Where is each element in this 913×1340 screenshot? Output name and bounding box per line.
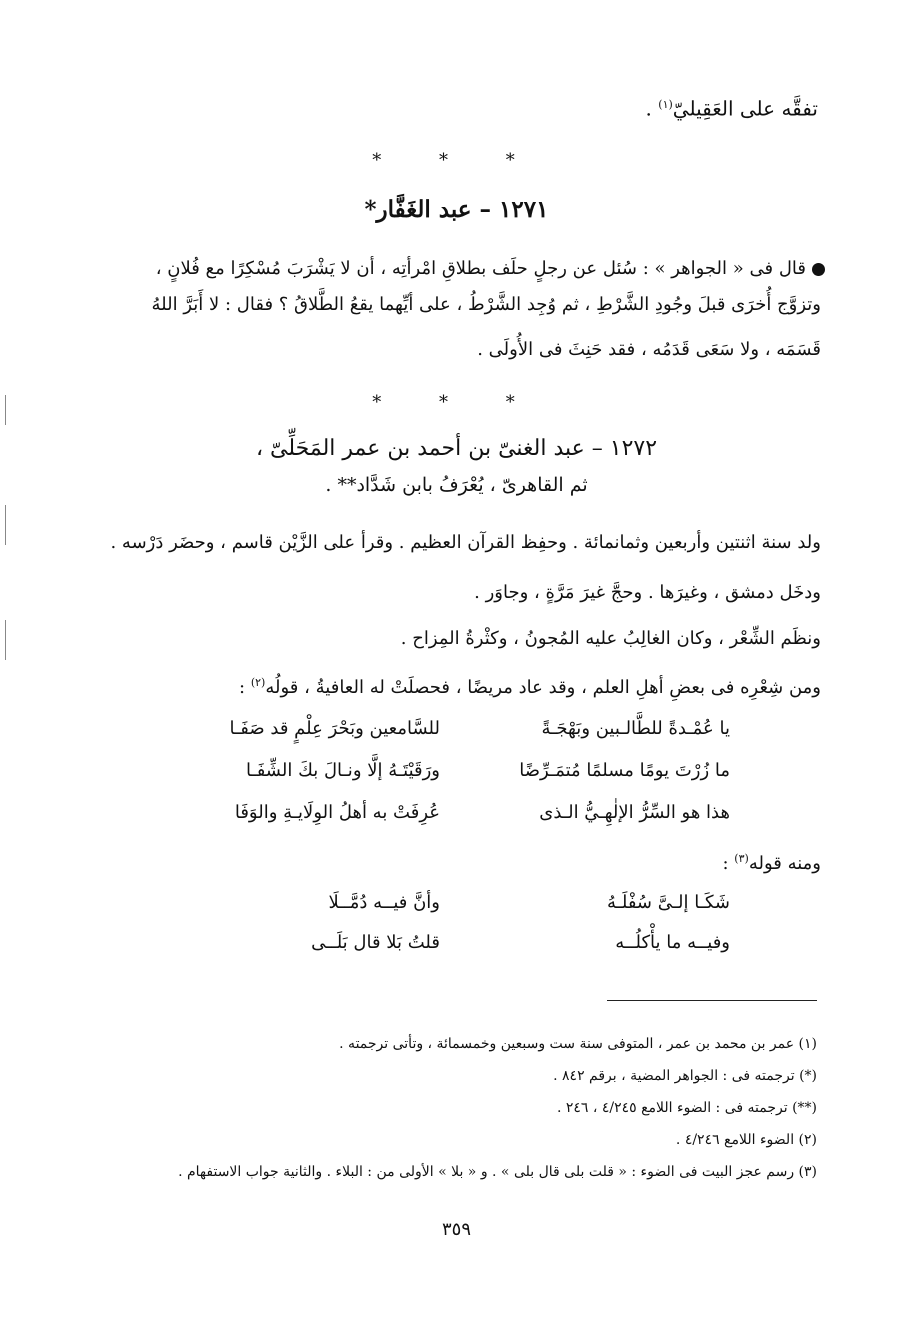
- entry-1271-line-2: وتزوَّج أُخرَى قبلَ وجُودِ الشَّرْطِ ، ثم وُجِد الشَّرْطُ ، على أيِّهما يقعُ الطَّلاقُ ؟ فقال : لا أَبَرَّ اللهُ: [151, 294, 821, 315]
- entry-1272-title-line-2: ثم القاهرىّ ، يُعْرَفُ بابن شَدَّاد** .: [325, 474, 588, 496]
- scan-edge-mark: [5, 395, 6, 425]
- entry-1271-line-1: [156, 256, 825, 282]
- entry-1271-line-1-text: قال فى « الجواهر » : سُئل عن رجلٍ حلَف بطلاقِ امْرأتِه ، أن لا يَشْرَبَ مُسْكِرًا مع فُلانٍ ،: [155, 258, 806, 279]
- verse-first-hemistich: هذا هو السِّرُّ الإلٰهِـيُّ الـذى: [539, 802, 730, 823]
- verse-row: [200, 802, 730, 832]
- verse-second-hemistich: قلتُ بَلا قال بَلَــى: [311, 932, 440, 953]
- footnote-1: (١) عمر بن محمد بن عمر ، المتوفى سنة ست وسبعين وخمسمائة ، وتأتى ترجمته .: [339, 1036, 817, 1052]
- footnote-star: (*) ترجمته فى : الجواهر المضية ، برقم ٨٤٢ .: [553, 1068, 817, 1084]
- verse-second-hemistich: وأنَّ فيــه دُمَّــلَا: [328, 892, 440, 913]
- verse-row: [200, 932, 730, 962]
- verse-first-hemistich: ما زُرْتَ يومًا مسلمًا مُتمَـرِّضًا: [519, 760, 730, 781]
- footnote-2: (٢) الضوء اللامع ٤/٢٤٦ .: [675, 1132, 817, 1148]
- section-separator: * * *: [372, 150, 541, 171]
- entry-1272-title-line-1: ١٢٧٢ – عبد الغنىّ بن أحمد بن عمر المَحَلِّىّ ،: [255, 436, 658, 461]
- verse-row: [200, 718, 730, 748]
- footnote-divider: [607, 1000, 817, 1001]
- verse-row: [200, 892, 730, 922]
- entry-1271-line-3: قَسَمَه ، ولا سَعَى قَدَمُه ، فقد حَنِثَ فى الأُولَى .: [477, 339, 821, 360]
- page-number: ٣٥٩: [441, 1219, 471, 1240]
- footnote-3: (٣) رسم عجز البيت فى الضوء : « قلت بلى قال بلى » . و « بلا » الأولى من : البلاء . والثانية جواب الاستفهام .: [178, 1164, 817, 1180]
- verse-second-hemistich: للسَّامعين وبَحْرَ عِلْمٍ قد صَفَـا: [229, 718, 440, 739]
- scan-edge-mark: [5, 505, 6, 545]
- top-line: تفقَّه على العَقِيليّ$^{(١)}$ .: [645, 96, 818, 121]
- verse-second-hemistich: عُرِفَتْ به أهلُ الوِلَايـةِ والوَفَا: [234, 802, 440, 823]
- verse-row: [200, 760, 730, 790]
- entry-1272-line-3: ونظَم الشِّعْر ، وكان الغالِبُ عليه المُجونُ ، وكثْرةُ المِزاح .: [400, 628, 821, 649]
- entry-1272-line-4-text: ومن شِعْرِه فى بعضِ أهلِ العلم ، وقد عاد مريضًا ، فحصلَتْ له العافيةُ ، قولُه: [265, 677, 821, 698]
- bullet-icon: [812, 263, 825, 276]
- verse-first-hemistich: وفيــه ما يأْكلُــه: [615, 932, 730, 953]
- verse-first-hemistich: يا عُمْـدةً للطَّالـبين وبَهْجَـةً: [541, 718, 730, 739]
- entry-1272-line-2: ودخَل دمشق ، وغيرَها . وحجَّ غيرَ مَرَّةٍ ، وجاوَر .: [474, 582, 821, 603]
- colon: :: [239, 677, 246, 698]
- scan-edge-mark: [5, 620, 6, 660]
- entry-1272-line-4: [239, 670, 821, 701]
- verse-second-hemistich: ورَقَيْتَـهُ إلَّا ونـالَ بكَ الشِّفَـا: [245, 760, 440, 781]
- footnote-ref: (٢): [250, 676, 266, 689]
- top-line-text: تفقَّه على العَقِيليّ: [672, 96, 818, 121]
- colon: :: [722, 853, 729, 874]
- poem-2-intro: [722, 846, 821, 877]
- poem-2-intro-text: ومنه قوله: [748, 853, 821, 874]
- entry-1272-line-1: ولد سنة اثنتين وأربعين وثمانمائة . وحفِظ القرآن العظيم . وقرأ على الزَّيْن قاسم ، وحضَر دَرْسه .: [110, 532, 821, 553]
- footnote-ref: (٣): [734, 852, 749, 865]
- footnote-ref: (١): [658, 98, 673, 111]
- verse-first-hemistich: شَكَـا إلـىَّ سُفْلَـهُ: [606, 892, 730, 913]
- footnote-double-star: (**) ترجمته فى : الضوء اللامع ٤/٢٤٥ ، ٢٤٦ .: [556, 1100, 817, 1116]
- entry-1271-title: ١٢٧١ – عبد الغَفَّار*: [364, 196, 549, 223]
- section-separator: * * *: [372, 392, 541, 413]
